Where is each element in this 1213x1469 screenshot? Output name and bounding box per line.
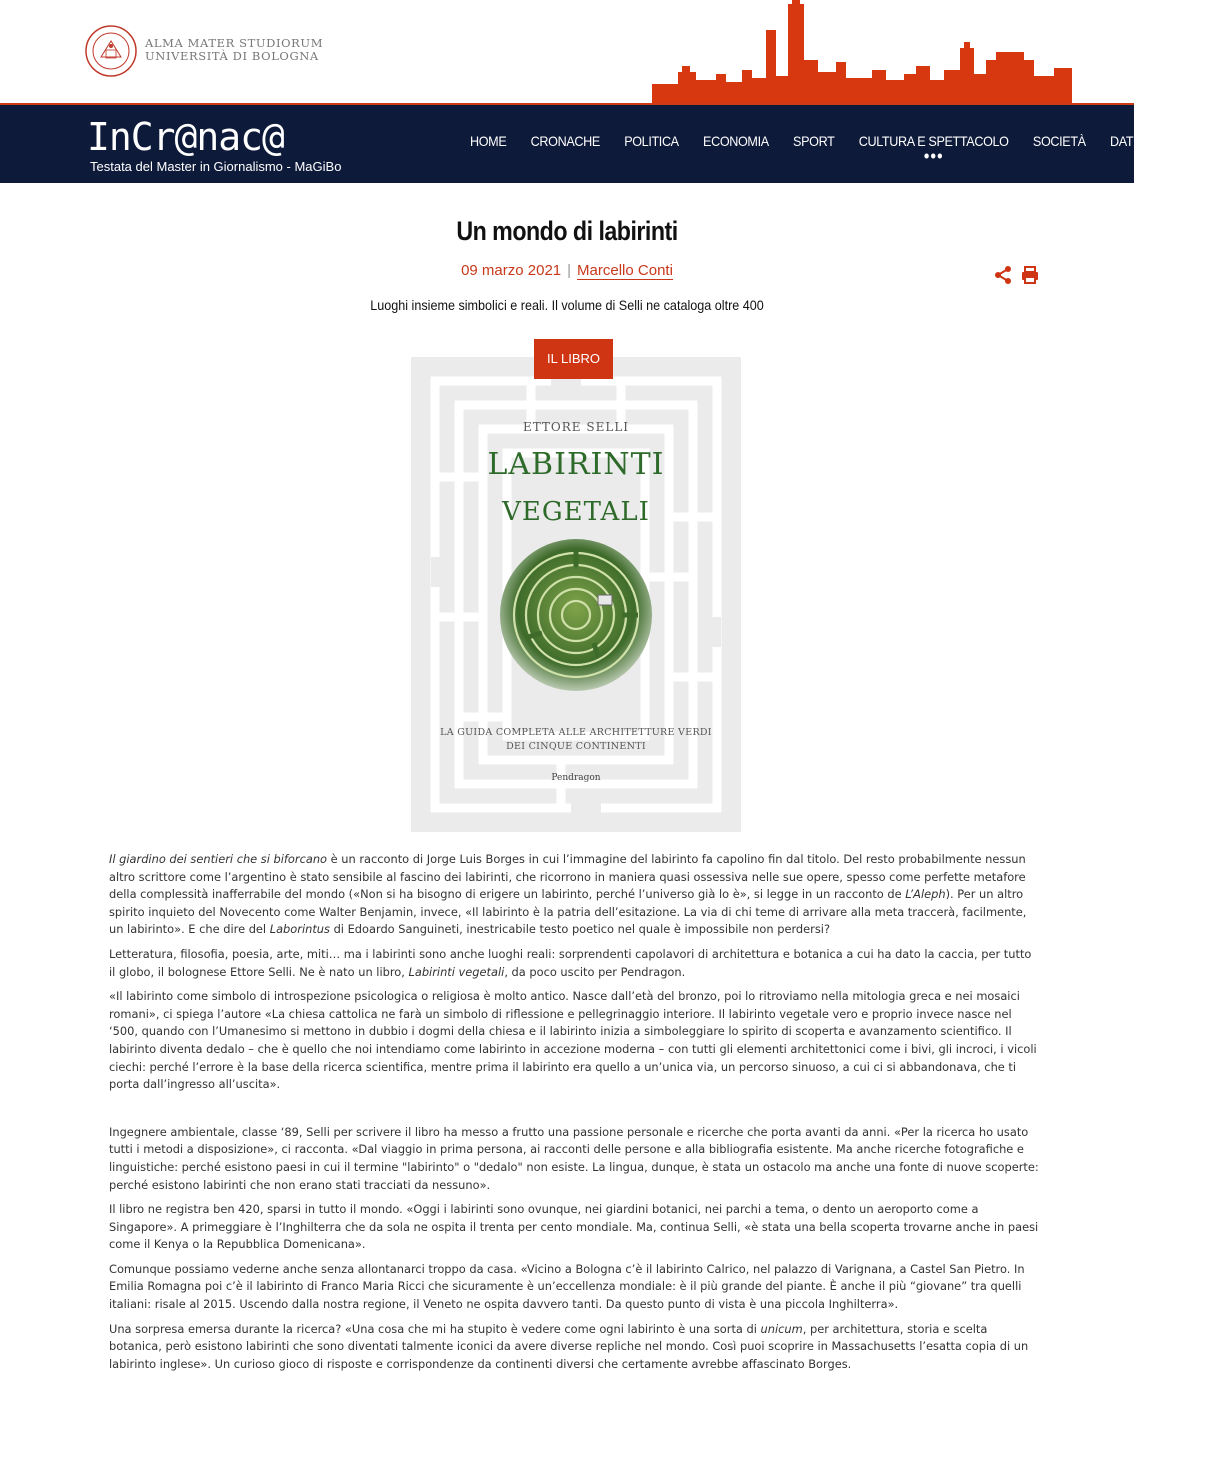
print-icon[interactable] (1020, 265, 1040, 285)
nav-cronache[interactable]: CRONACHE (530, 133, 600, 149)
nav-politica[interactable]: POLITICA (624, 133, 679, 149)
cover-author: ETTORE SELLI (522, 420, 630, 434)
book-cover-image (411, 357, 741, 832)
active-indicator: ••• (923, 146, 944, 166)
paragraph: «Il labirinto come simbolo di introspezione psicologica o religiosa è molto antico. Nasce dall’età del bronzo, poi lo ritroviamo nella mitologia greca e nei mosaici romani», ci spiega l’autore «La chiesa cattolica ne farà un simbolo di riflessione e pellegrinaggio interiore. Il labirinto vegetale vero e proprio invece nasce nel ‘500, quando con l’Umanesimo si mettono in dubbio i dogmi della chiesa e il labirinto inizia a simboleggiare lo spirito di scoperta e avanzamento scientifico. Il labirinto diventa dedalo – che è quello che noi intendiamo come labirinto in accezione moderna – con tutti gli elementi architettonici come i bivi, gli incroci, i vicoli ciechi: perché l’errore è la base della ricerca scientifica, mentre prima il labirinto era quello a un’unica via, un percorso sinuoso, a cui ci si abbandonava, che ti porta dall’ingresso all’uscita». (109, 989, 1037, 1092)
article-subtitle: Luoghi insieme simbolici e reali. Il volume di Selli ne cataloga oltre 400 (370, 297, 764, 313)
paragraph (109, 946, 1039, 981)
book-title: L’Aleph (905, 887, 946, 902)
cover-subtitle-line2: DEI CINQUE CONTINENTI (506, 741, 646, 752)
nav-sport[interactable]: SPORT (793, 133, 835, 149)
text: Letteratura, filosofia, poesia, arte, miti… ma i labirinti sono anche luoghi reali: sorprendenti capolavori di architettura e botanica a cui ha dato la caccia, per tutto il globo, il bolognese Ettore Selli. Ne è nato un libro, (109, 946, 1032, 979)
text: è un racconto di Jorge Luis Borges in cui l’immagine del labirinto fa capolino fin dal titolo. Del resto probabilmente nessun altro scrittore come l’argentino è stato sensibile al fascino dei labirinti, che ricorrono in maniera quasi ossessiva nelle sue opere, spesso come perfette metafore della complessità inafferrabile del mondo («Non si ha bisogno di erigere un labirinto, perché l’universo già lo è», si legge in un racconto de (109, 852, 1026, 902)
nav-cultura-e-spettacolo[interactable] (858, 133, 1009, 166)
nav-dati-e-media[interactable]: DATI E MEDIA (1109, 133, 1189, 149)
category-tag[interactable]: IL LIBRO (534, 339, 613, 379)
garden-maze-globe-icon (498, 537, 654, 693)
paragraph (109, 1321, 1039, 1374)
text: Una sorpresa emersa durante la ricerca? «Una cosa che mi ha stupito è vedere come ogni labirinto è una sorta di (109, 1321, 761, 1336)
cover-title-line2: VEGETALI (502, 497, 650, 527)
meta-separator: | (567, 262, 572, 279)
book-title: Labirinti vegetali (408, 964, 505, 979)
article-meta (0, 262, 1134, 279)
article-author[interactable]: Marcello Conti (577, 262, 673, 279)
article-body (109, 851, 1039, 1380)
text: , da poco uscito per Pendragon. (504, 964, 686, 979)
nav-cultura-label: CULTURA E SPETTACOLO (858, 133, 1009, 149)
university-bar (0, 0, 1134, 103)
share-icon[interactable] (993, 265, 1013, 285)
latin-term: unicum (760, 1321, 803, 1336)
paragraph: Ingegnere ambientale, classe ‘89, Selli per scrivere il libro ha messo a frutto una passione personale e ricerche che porta avanti da anni. «Per la ricerca ho usato tutti i metodi a disposizione», ci racconta. «Dal viaggio in prima persona, ai racconti delle persone e alla bibliografia esistente. Ma anche ricerche fotografiche e linguistiche: perché esistono paesi in cui il termine "labirinto" o "dedalo" non esiste. La lingua, dunque, è stata un ostacolo ma anche una fonte di nuove scoperte: perché esistono labirinti che non erano stati tracciati da nessuno». (109, 1124, 1039, 1192)
nav-economia[interactable]: ECONOMIA (703, 133, 769, 149)
site-tagline: Testata del Master in Giornalismo - MaGiBo (90, 159, 342, 174)
main-nav (470, 133, 1213, 166)
article-date: 09 marzo 2021 (461, 262, 562, 279)
cover-subtitle-line1: LA GUIDA COMPLETA ALLE ARCHITETTURE VERDI (440, 727, 712, 738)
paragraph: Il libro ne registra ben 420, sparsi in tutto il mondo. «Oggi i labirinti sono ovunque, nei giardini botanici, nei parchi a tema, o dento un aeroporto come a Singapore». A primeggiare è l’Inghilterra che da sola ne ospita il trenta per cento mondiale. Ma, continua Selli, «è stata una bella scoperta trovarne anche in paesi come il Kenya o la Repubblica Domenicana». (109, 1202, 1039, 1252)
nav-societa[interactable]: SOCIETÀ (1032, 133, 1086, 149)
text: di Edoardo Sanguineti, inestricabile testo poetico nel quale è impossibile non perdersi? (329, 922, 831, 937)
paragraph: Comunque possiamo vederne anche senza allontanarci troppo da casa. «Vicino a Bologna c’è il labirinto Calrico, nel palazzo di Varignana, a Castel San Pietro. In Emilia Romagna poi c’è il labirinto di Franco Maria Ricci che sicuramente è un’eccellenza mondiale: è il più grande del piante. È anche il più “giovane” tra quelli italiani: risale al 2015. Uscendo dalla nostra regione, il Veneto ne ospita davvero tanti. Da questo punto di vista è una piccola Inghilterra». (109, 1261, 1025, 1312)
university-line1: ALMA MATER STUDIORUM (145, 36, 324, 50)
nav-home[interactable]: HOME (470, 133, 507, 149)
site-header (0, 103, 1189, 183)
bologna-skyline-icon (652, 0, 1072, 103)
cover-title-line1: LABIRINTI (487, 447, 665, 482)
university-name[interactable] (145, 37, 323, 63)
cover-publisher: Pendragon (551, 773, 601, 783)
site-logo[interactable]: InCr@nac@ (87, 115, 284, 159)
paragraph (109, 851, 1039, 939)
unibo-seal-icon[interactable] (84, 24, 138, 78)
article-title: Un mondo di labirinti (456, 216, 678, 246)
text: , per architettura, storia e scelta botanica, però esistono labirinti che sono diventati talmente iconici da avere diverse repliche nel mondo. Così puoi scoprire in Massachusetts l’esatta copia di un labirinto inglese». Un curioso gioco di risposte e corrispondenze da continenti diversi che certamente avrebbe affascinato Borges. (109, 1321, 1029, 1371)
book-title: Il giardino dei sentieri che si biforcano (109, 852, 328, 866)
text: ). Per un altro spirito inquieto del Novecento come Walter Benjamin, invece, «Il labirinto è la patria dell’esitazione. La via di chi teme di arrivare alla meta traccerà, facilmente, un labirinto». E che dire del (109, 887, 1027, 937)
university-line2: UNIVERSITÀ DI BOLOGNA (145, 49, 319, 63)
book-title: Laborintus (269, 922, 330, 937)
